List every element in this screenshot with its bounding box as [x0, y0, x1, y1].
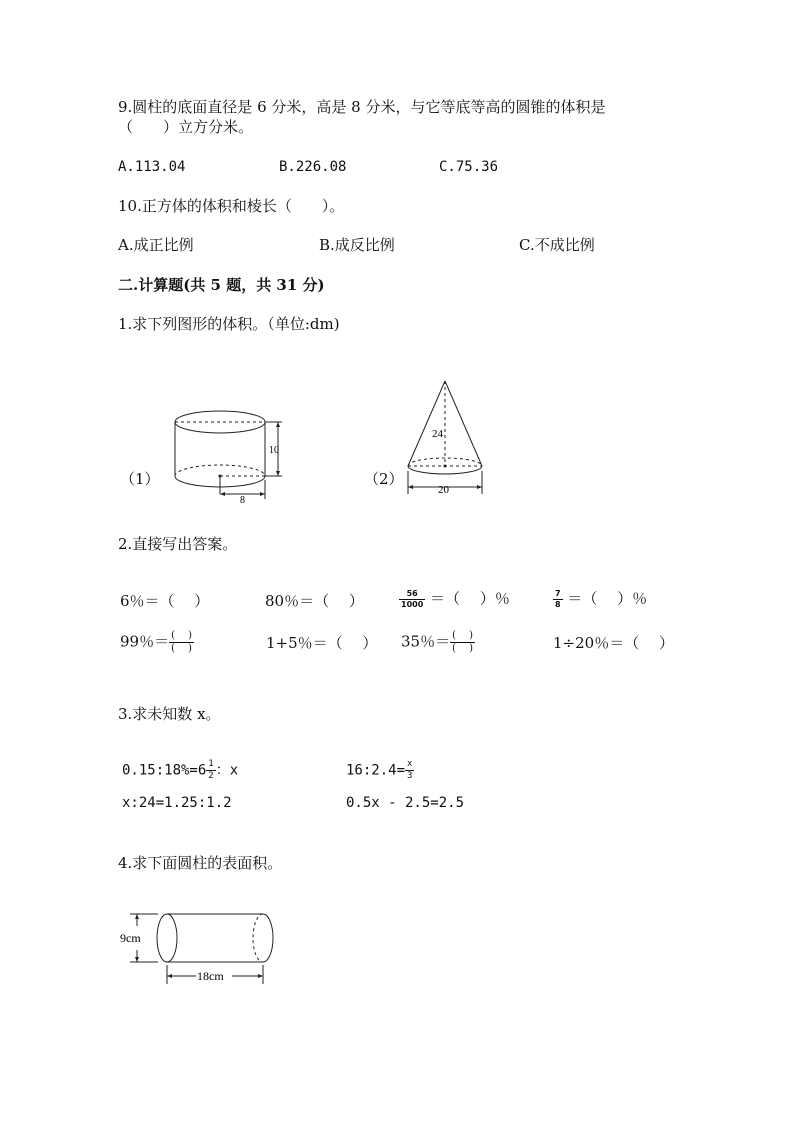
calc3-eq3: x:24=1.25:1.2: [122, 795, 232, 811]
q9-line1: 9.圆柱的底面直径是 6 分米，高是 8 分米，与它等底等高的圆锥的体积是: [118, 98, 606, 116]
diameter-label: 9cm: [120, 931, 141, 945]
q10-option-a[interactable]: A.成正比例: [118, 236, 194, 254]
q9-line2: （ ）立方分米。: [118, 118, 254, 136]
calc2-r1-b: 80％＝（ ）: [265, 592, 364, 610]
calc2-text: 2.直接写出答案。: [118, 535, 238, 553]
fig2-label: （2）: [364, 470, 404, 488]
calc3-eq1: 0.15:18%=6 $\frac{1}{2}$ ：x: [122, 759, 239, 781]
blank-fraction[interactable]: $\frac{( )}{( )}$: [452, 630, 474, 654]
section-title: 二.计算题(共 5 题，共 31 分): [118, 276, 325, 294]
q10-text: 10.正方体的体积和棱长（ ）。: [118, 197, 345, 215]
fraction-one-half: $\frac{1}{2}$: [208, 759, 214, 781]
calc1-text: 1.求下列图形的体积。（单位:dm): [118, 315, 340, 333]
cylinder-figure-1: [160, 395, 290, 510]
calc2-r1-a: 6％＝（ ）: [120, 592, 210, 610]
calc2-r2-c: 35％＝ $\frac{( )}{( )}$: [401, 630, 474, 654]
calc3-text: 3.求未知数 x。: [118, 705, 221, 723]
fig1-height-label: 10: [269, 445, 279, 456]
fig2-diameter-label: 20: [438, 484, 449, 496]
calc3-eq2: 16:2.4= $\frac{x}{3}$: [346, 759, 413, 781]
q9-option-a[interactable]: A.113.04: [118, 159, 186, 175]
q9-option-b[interactable]: B.226.08: [279, 159, 347, 175]
fraction-56-1000: $\frac{56}{1000}$: [401, 589, 424, 609]
q10-option-b[interactable]: B.成反比例: [319, 236, 395, 254]
calc2-r2-a: 99％＝ $\frac{( )}{( )}$: [120, 630, 193, 654]
calc2-r1-c-rest: ＝（ ）％: [430, 589, 510, 608]
calc2-r2-d: 1÷20％＝（ ）: [553, 634, 674, 652]
length-label: 18cm: [197, 969, 224, 983]
cylinder-figure-horizontal: [118, 905, 283, 990]
calc2-r1-d: [553, 590, 647, 609]
calc3-eq4: 0.5x - 2.5=2.5: [346, 795, 465, 811]
calc2-r2-b: 1+5％＝（ ）: [266, 634, 378, 652]
fig1-label: （1）: [120, 470, 160, 488]
fraction-7-8: $\frac{7}{8}$: [555, 589, 561, 609]
fig1-radius-label: 8: [240, 495, 245, 506]
calc2-r1-d-rest: ＝（ ）％: [567, 589, 648, 608]
blank-fraction[interactable]: $\frac{( )}{( )}$: [171, 630, 193, 654]
calc2-r1-c: [399, 590, 510, 609]
q9-option-c[interactable]: C.75.36: [439, 159, 499, 175]
cone-figure-2: [400, 375, 495, 500]
fig2-height-label: 24: [432, 428, 443, 440]
fraction-x-over-3: $\frac{x}{3}$: [407, 759, 413, 781]
calc4-text: 4.求下面圆柱的表面积。: [118, 854, 283, 872]
q10-option-c[interactable]: C.不成比例: [519, 236, 595, 254]
